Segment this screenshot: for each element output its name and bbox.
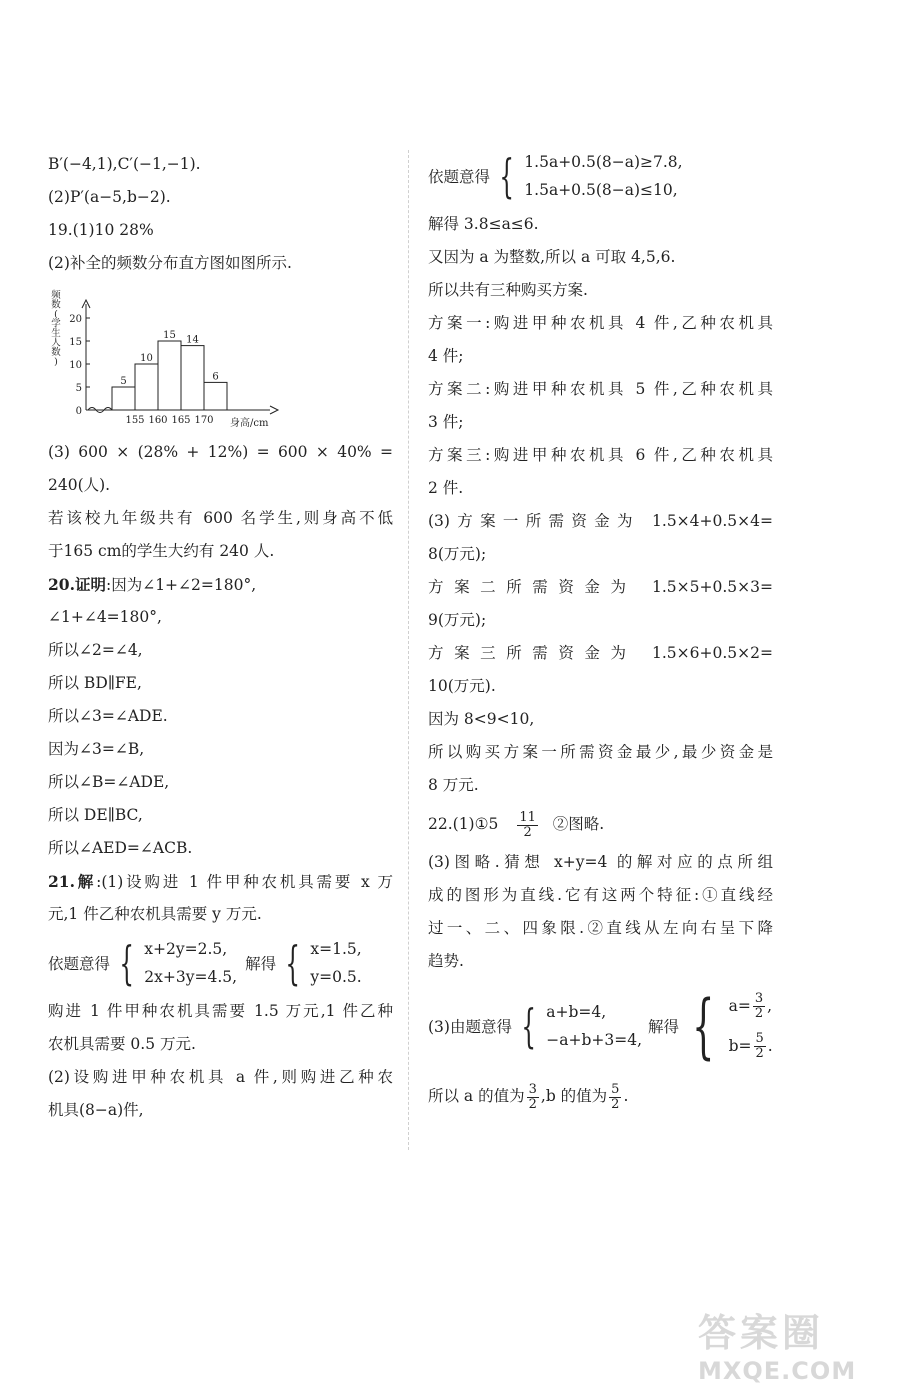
brace: { xyxy=(119,936,134,990)
x-axis-arrow xyxy=(270,406,278,414)
solution-prefix: 解得 xyxy=(648,1018,680,1036)
text-line: 所以 BD∥FE, xyxy=(48,674,142,692)
watermark-url: MXQE.COM xyxy=(698,1357,857,1385)
histogram-bar xyxy=(181,346,204,410)
system-rows xyxy=(546,998,642,1054)
text-line: (3)图略.猜想 x+y=4 的解对应的点所组 xyxy=(428,853,773,871)
text-line: 所以 DE∥BC, xyxy=(48,806,143,824)
y-axis-label-char: 数 xyxy=(51,347,61,358)
text-line: 所以∠AED=∠ACB. xyxy=(48,839,193,857)
solution-rows xyxy=(729,986,773,1066)
proof-label: 证明 xyxy=(74,575,106,594)
denominator: 2 xyxy=(611,1096,620,1112)
text-line: 元,1 件乙种农机具需要 y 万元. xyxy=(48,905,262,923)
text-line: 趋势. xyxy=(428,952,464,970)
brace: { xyxy=(285,936,301,990)
brace: { xyxy=(499,149,514,203)
text-span: a= xyxy=(728,997,751,1015)
y-axis-label-char: ) xyxy=(54,356,58,368)
text-line: 3 件; xyxy=(428,413,464,431)
system-rows xyxy=(524,148,682,204)
text-line: (2)设购进甲种农机具 a 件,则购进乙种农 xyxy=(48,1068,393,1086)
inequality-system xyxy=(428,148,773,204)
inequality: 1.5a+0.5(8−a)≥7.8, xyxy=(524,153,683,171)
brace: { xyxy=(521,999,536,1053)
fraction xyxy=(753,992,765,1021)
x-tick-label: 155 xyxy=(125,415,145,426)
text-line: 方案三所需资金为 1.5×6+0.5×2= xyxy=(428,644,773,662)
text-span: . xyxy=(767,1037,773,1055)
x-tick-label: 165 xyxy=(171,415,191,426)
text-line: (2)补全的频数分布直方图如图所示. xyxy=(48,254,292,272)
text-line: 机具(8−a)件, xyxy=(48,1101,144,1119)
y-tick-label: 20 xyxy=(69,314,82,325)
y-tick-label: 10 xyxy=(69,360,82,371)
text-line: 所以共有三种购买方案. xyxy=(428,281,588,299)
denominator: 2 xyxy=(755,1045,764,1061)
y-tick-label: 15 xyxy=(69,337,82,348)
text-line: 方案一:购进甲种农机具 4 件,乙种农机具 xyxy=(428,314,773,332)
question-20-line xyxy=(48,568,393,601)
text-line: 所以∠2=∠4, xyxy=(48,641,143,659)
text-span: , xyxy=(767,997,773,1015)
text-line: 解得 3.8≤a≤6. xyxy=(428,215,539,233)
equation-system xyxy=(428,986,773,1066)
text-line: 4 件; xyxy=(428,347,464,365)
watermark-logo-text: 答案圈 xyxy=(698,1311,825,1355)
text-line: B′(−4,1),C′(−1,−1). xyxy=(48,155,201,173)
system-prefix: 依题意得 xyxy=(48,955,111,973)
text-line: 2 件. xyxy=(428,479,464,497)
text-span: :(1)设购进 1 件甲种农机具需要 x 万 xyxy=(96,873,393,891)
watermark xyxy=(698,1302,888,1385)
text-line: 购进 1 件甲种农机具需要 1.5 万元,1 件乙种 xyxy=(48,1002,393,1020)
text-line: 方案二所需资金为 1.5×5+0.5×3= xyxy=(428,578,773,596)
fraction xyxy=(609,1083,621,1112)
text-line: 19.(1)10 28% xyxy=(48,221,154,239)
text-line: (3)方案一所需资金为 1.5×4+0.5×4= xyxy=(428,512,773,530)
text-line: 240(人). xyxy=(48,476,111,494)
histogram-bar xyxy=(204,382,227,410)
text-line: 过一、二、四象限.②直线从左向右呈下降 xyxy=(428,919,773,937)
text-line: (2)P′(a−5,b−2). xyxy=(48,188,171,206)
text-span: ②图略. xyxy=(552,815,605,833)
text-line: 所以∠3=∠ADE. xyxy=(48,707,168,725)
text-line: 8 万元. xyxy=(428,776,479,794)
brace: { xyxy=(692,985,715,1067)
solution-prefix: 解得 xyxy=(245,955,277,973)
text-span: ,b 的值为 xyxy=(540,1087,608,1105)
equation: x=1.5, xyxy=(310,940,362,958)
text-line: (3) 600 × (28% + 12%) = 600 × 40% = xyxy=(48,443,393,461)
fraction xyxy=(527,1083,539,1112)
text-span: 所以 a 的值为 xyxy=(428,1087,525,1105)
solution-label: 解 xyxy=(74,872,97,891)
bar-data-label: 14 xyxy=(186,334,199,346)
question-number: 21. xyxy=(48,872,75,891)
y-axis-label-char: 人 xyxy=(51,337,61,349)
final-answer-line xyxy=(428,1074,773,1118)
histogram-bar xyxy=(158,341,181,410)
numerator: 5 xyxy=(755,1030,764,1046)
text-line: 所以∠B=∠ADE, xyxy=(48,773,170,791)
bar-data-label: 5 xyxy=(120,376,127,387)
text-line: ∠1+∠4=180°, xyxy=(48,608,162,626)
text-line: 10(万元). xyxy=(428,677,496,695)
text-line: 方案三:购进甲种农机具 6 件,乙种农机具 xyxy=(428,446,773,464)
text-line: 因为 8<9<10, xyxy=(428,710,535,728)
y-tick-label: 0 xyxy=(75,406,82,417)
bar-data-label: 15 xyxy=(163,330,176,341)
right-column xyxy=(428,148,773,1118)
denominator: 2 xyxy=(523,824,532,840)
text-line: 若该校九年级共有 600 名学生,则身高不低 xyxy=(48,509,393,527)
equation: 2x+3y=4.5, xyxy=(144,968,238,986)
text-line: 又因为 a 为整数,所以 a 可取 4,5,6. xyxy=(428,248,676,266)
y-tick-label: 5 xyxy=(75,383,82,394)
text-line: 农机具需要 0.5 万元. xyxy=(48,1035,196,1053)
text-span: . xyxy=(623,1087,629,1105)
text-span: :因为∠1+∠2=180°, xyxy=(105,576,257,594)
question-21-line xyxy=(48,865,393,898)
solution-row xyxy=(729,1026,773,1066)
y-axis-label-char: 生 xyxy=(51,328,61,339)
equation: a+b=4, xyxy=(546,1003,607,1021)
text-span: b= xyxy=(728,1037,752,1055)
system-prefix: 依题意得 xyxy=(428,168,491,186)
equation: y=0.5. xyxy=(310,968,362,986)
column-divider xyxy=(408,150,409,1150)
x-tick-label: 160 xyxy=(148,415,168,426)
question-number: 20. xyxy=(48,575,75,594)
numerator: 11 xyxy=(519,809,536,825)
equation: x+2y=2.5, xyxy=(144,940,228,958)
left-column xyxy=(48,148,393,1127)
fraction xyxy=(754,1032,766,1061)
text-line: 所以购买方案一所需资金最少,最少资金是 xyxy=(428,743,773,761)
text-line: 成的图形为直线.它有这两个特征:①直线经 xyxy=(428,886,773,904)
denominator: 2 xyxy=(528,1096,537,1112)
x-tick-label: 170 xyxy=(194,415,214,426)
question-22-line xyxy=(428,802,773,846)
text-line: 于165 cm的学生大约有 240 人. xyxy=(48,542,275,560)
solution-row xyxy=(729,986,773,1026)
fraction xyxy=(517,811,538,840)
system-prefix: (3)由题意得 xyxy=(428,1018,512,1036)
solution-rows xyxy=(310,935,361,991)
text-span: 22.(1)①5 xyxy=(428,815,499,833)
y-axis-label-char: 频 xyxy=(51,290,61,301)
text-line: 8(万元); xyxy=(428,545,487,563)
frequency-histogram xyxy=(48,284,288,434)
text-line: 方案二:购进甲种农机具 5 件,乙种农机具 xyxy=(428,380,773,398)
histogram-bar xyxy=(135,364,158,410)
numerator: 3 xyxy=(754,990,764,1006)
inequality: 1.5a+0.5(8−a)≤10, xyxy=(524,181,678,199)
denominator: 2 xyxy=(754,1005,764,1021)
text-line: 9(万元); xyxy=(428,611,487,629)
numerator: 3 xyxy=(528,1081,537,1097)
equation-system xyxy=(48,935,393,991)
equation: −a+b+3=4, xyxy=(546,1031,643,1049)
bar-data-label: 10 xyxy=(140,353,153,364)
text-line: 因为∠3=∠B, xyxy=(48,740,145,758)
y-axis-label-char: ( xyxy=(54,309,58,320)
x-axis-label: 身高/cm xyxy=(230,418,269,429)
y-axis-label-char: 数 xyxy=(51,299,61,311)
bar-data-label: 6 xyxy=(212,371,219,383)
histogram-bar xyxy=(112,387,135,410)
numerator: 5 xyxy=(611,1081,620,1097)
system-rows xyxy=(144,935,237,991)
y-axis-label-char: 学 xyxy=(51,318,61,330)
